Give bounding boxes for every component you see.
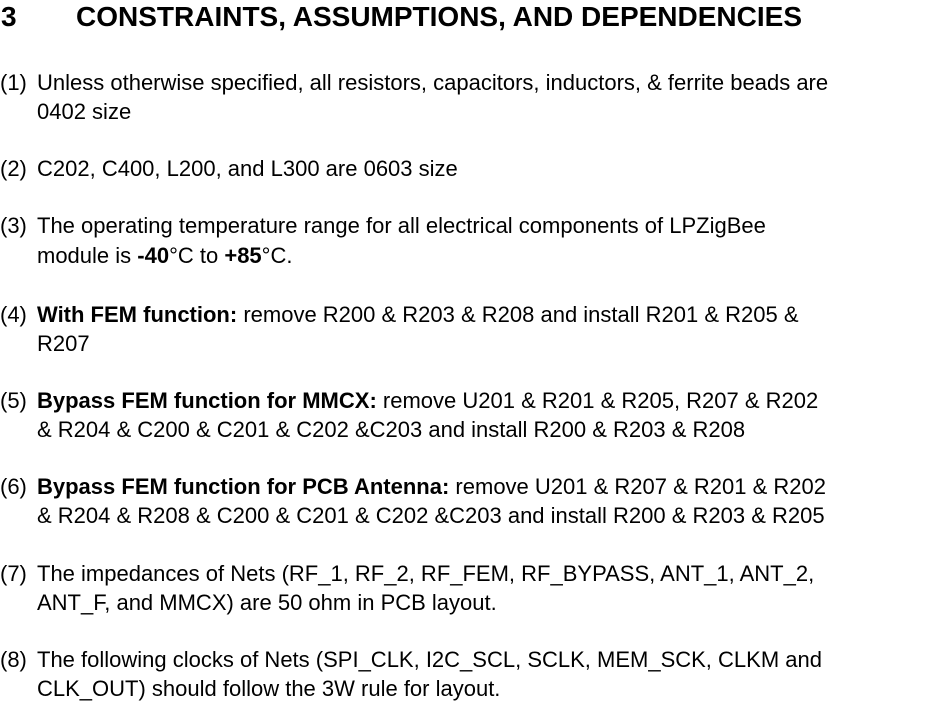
list-item — [0, 211, 937, 272]
item-line — [37, 386, 937, 415]
item-text — [37, 211, 937, 272]
section-heading — [0, 0, 937, 34]
item-line: The impedances of Nets (RF_1, RF_2, RF_FEM, RF_BYPASS, ANT_1, ANT_2, — [37, 561, 815, 586]
item-line: CLK_OUT) should follow the 3W rule for layout. — [37, 676, 501, 701]
item-text-run: module is — [37, 243, 138, 268]
item-label: (6) — [0, 474, 27, 499]
item-text — [37, 472, 937, 530]
item-line — [37, 472, 937, 501]
item-text — [37, 154, 937, 183]
item-text-run: °C to — [169, 243, 225, 268]
list-item — [0, 68, 937, 126]
list-item — [0, 386, 937, 444]
item-text — [37, 68, 937, 126]
item-line: ANT_F, and MMCX) are 50 ohm in PCB layout. — [37, 590, 497, 615]
item-label: (3) — [0, 213, 27, 238]
item-text — [37, 645, 937, 703]
item-bold-lead: Bypass FEM function for MMCX: — [37, 388, 377, 413]
item-line: The operating temperature range for all electrical components of LPZigBee — [37, 213, 766, 238]
item-line — [37, 240, 937, 272]
item-line: & R204 & C200 & C201 & C202 &C203 and install R200 & R203 & R208 — [37, 417, 746, 442]
item-label: (5) — [0, 388, 27, 413]
item-line: R207 — [37, 331, 90, 356]
item-line: C202, C400, L200, and L300 are 0603 size — [37, 156, 458, 181]
item-text-run: remove U201 & R201 & R205, R207 & R202 — [376, 388, 819, 413]
item-line: The following clocks of Nets (SPI_CLK, I2C_SCL, SCLK, MEM_SCK, CLKM and — [37, 647, 822, 672]
item-line — [37, 300, 937, 329]
item-bold-lead: With FEM function: — [37, 302, 238, 327]
list-item — [0, 300, 937, 358]
temp-max-value: +85 — [224, 243, 262, 268]
section-title: CONSTRAINTS, ASSUMPTIONS, AND DEPENDENCIES — [76, 1, 802, 32]
temp-min-value: -40 — [137, 243, 170, 268]
item-label: (7) — [0, 561, 27, 586]
item-text — [37, 300, 937, 358]
list-item — [0, 154, 937, 183]
item-line: 0402 size — [37, 99, 132, 124]
item-text-run: °C. — [261, 243, 293, 268]
item-text — [37, 559, 937, 617]
list-item — [0, 472, 937, 530]
item-line: & R204 & R208 & C200 & C201 & C202 &C203 and install R200 & R203 & R205 — [37, 503, 825, 528]
list-item — [0, 645, 937, 703]
item-text — [37, 386, 937, 444]
item-bold-lead: Bypass FEM function for PCB Antenna: — [37, 474, 450, 499]
item-text-run: remove U201 & R207 & R201 & R202 — [449, 474, 826, 499]
list-item — [0, 559, 937, 617]
item-label: (8) — [0, 647, 27, 672]
item-text-run: remove R200 & R203 & R208 and install R201 & R205 & — [237, 302, 799, 327]
item-label: (2) — [0, 156, 27, 181]
section-number: 3 — [1, 1, 17, 32]
item-line: Unless otherwise specified, all resistors, capacitors, inductors, & ferrite beads are — [37, 70, 829, 95]
item-label: (4) — [0, 302, 27, 327]
item-label: (1) — [0, 70, 27, 95]
